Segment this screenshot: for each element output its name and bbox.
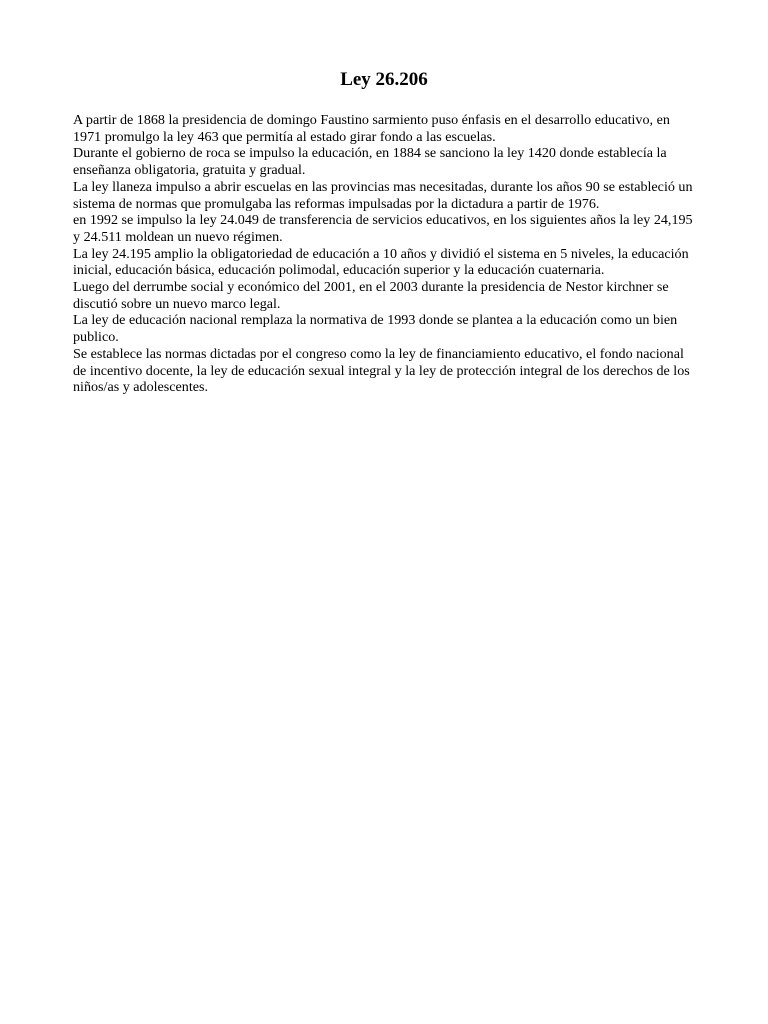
paragraph-8: Se establece las normas dictadas por el congreso como la ley de financiamiento educativo, el fondo nacional de incentivo docente, la ley de educación sexual integral y la ley de protección integral de los derechos de los niños/as y adolescentes. xyxy=(73,345,690,396)
document-body xyxy=(73,112,695,396)
paragraph-4: en 1992 se impulso la ley 24.049 de transferencia de servicios educativos, en los siguientes años la ley 24,195 y 24.511 moldean un nuevo régimen. xyxy=(73,212,693,245)
paragraph-3: La ley llaneza impulso a abrir escuelas en las provincias mas necesitadas, durante los años 90 se estableció un sistema de normas que promulgaba las reformas impulsadas por la dictadura a partir de 1976. xyxy=(73,178,693,212)
paragraph-5: La ley 24.195 amplio la obligatoriedad de educación a 10 años y dividió el sistema en 5 niveles, la educación inicial, educación básica, educación polimodal, educación superior y la educación cuaternaria. xyxy=(73,245,689,279)
document-title: Ley 26.206 xyxy=(340,69,428,90)
paragraph-2: Durante el gobierno de roca se impulso la educación, en 1884 se sanciono la ley 1420 donde establecía la enseñanza obligatoria, gratuita y gradual. xyxy=(73,145,667,179)
paragraph-1: A partir de 1868 la presidencia de domingo Faustino sarmiento puso énfasis en el desarrollo educativo, en 1971 promulgo la ley 463 que permitía al estado girar fondo a las escuelas. xyxy=(73,112,670,145)
paragraph-7: La ley de educación nacional remplaza la normativa de 1993 donde se plantea a la educación como un bien publico. xyxy=(73,312,678,346)
paragraph-6: Luego del derrumbe social y económico del 2001, en el 2003 durante la presidencia de Nestor kirchner se discutió sobre un nuevo marco legal. xyxy=(73,279,669,312)
